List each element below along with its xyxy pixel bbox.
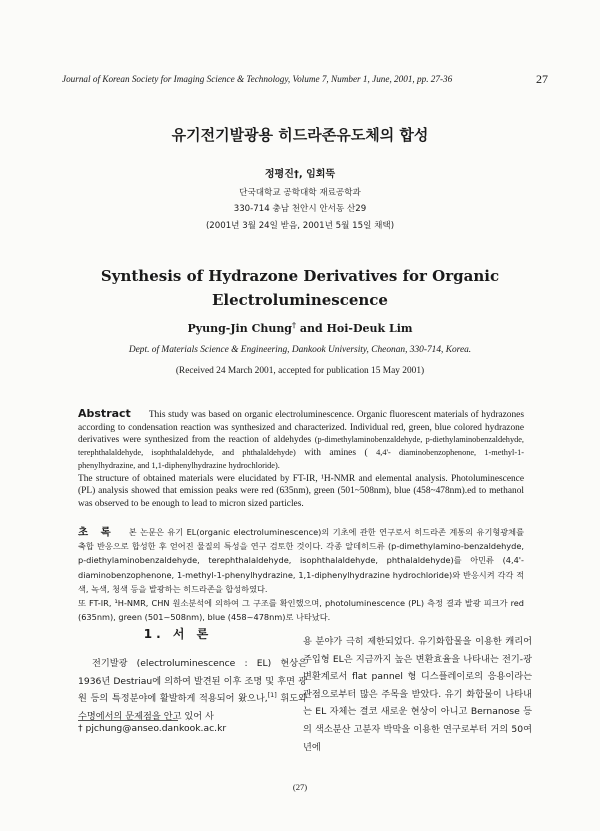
abstract-text-1: This study was based on organic electroluminescence. Organic fluorescent materials of hydrazones according to condensation reaction was synthesized and characterized. Individual red, green, blue colored hydrazone derivatives were synthesized from the reaction of aldehydes [78,410,524,446]
intro-text-b: 휘도와 수명에서의 문제점을 안고 있어 사 [78,693,308,722]
abstract-text-2: The structure of obtained materials were elucidated by FT-IR, ¹H-NMR and elemental analysis. Photoluminescence (PL) analysis showed that emission peaks were red (635nm), green (501~508nm), blue (458~478nm).ed to methanol was observed to be enough to lead to micron sized particles. [78,473,524,509]
english-abstract [78,408,524,511]
body-left-column [78,655,307,725]
body-right-column [303,633,532,756]
journal-header [62,74,548,84]
korean-abstract-label: 초 록 [78,526,115,538]
korean-abstract [78,525,524,624]
reference-1: [1] [267,691,277,700]
header-page-number: 27 [536,72,548,86]
english-authors [0,322,600,335]
received-dates: (Received 24 March 2001, accepted for publication 15 May 2001) [175,366,425,376]
korean-abstract-text-2: 또 FT-IR, ¹H-NMR, CHN 원소분석에 의하여 그 구조를 확인했으며, photoluminescence (PL) 측정 결과 발광 피크가 red (635nm), green (501~508nm), blue (458~478nm)로 나타났다. [78,598,524,623]
english-affiliation: Dept. of Materials Science & Engineering, Dankook University, Cheonan, 330-714, Korea. [128,345,472,355]
korean-affiliation-2: 330-714 충남 천안시 안서동 산29 [233,204,367,214]
abstract-amines: 4,4'- diaminobenzophenone, 1-methyl-1-phenylhydrazine, and 1,1-diphenylhydrazine hydrochloride). [78,448,524,470]
page-footer-number: (27) [292,782,308,792]
english-title-line-1: Synthesis of Hydrazone Derivatives for Organic [100,267,500,285]
footnote-rule [78,720,178,721]
korean-abstract-text-1: 본 논문은 유기 EL(organic electroluminescence)의 기초에 관한 연구로서 히드라존 계통의 유기형광체를 축합 반응으로 합성한 후 얻어진 물질의 특성을 연구 검토한 것이다. 각종 알데히드류 (p-dimethylamino-benzaldehyde, p-diethylaminobenzaldehyde, terephthalaldehyde, isophthalaldehyde, phthalaldehyde)를 아민류 (4,4'-diaminobenzophenone, 1-methyl-1-phenylhydrazine, 1,1-diphenylhydrazine hydrochloride)와 반응시켜 각각 적색, 녹색, 청색 등을 발광하는 히드라존을 합성하였다. [78,527,524,594]
corresponding-email: † pjchung@anseo.dankook.ac.kr [78,723,227,734]
author-lim: and Hoi-Deuk Lim [296,322,413,335]
intro-continued: 용 분야가 극히 제한되었다. 유기화합물을 이용한 캐리어 주입형 EL은 지금까지 높은 변환효율을 나타내는 전기-광변환계로서 flat pannel 형 디스플레이로의 응용이라는 관점으로부터 많은 주목을 받았다. 유기 화합물이 나타내는 EL 자체는 결코 새로운 현상이 아니고 Bernanose 등의 색소분산 고분자 박막을 이용한 연구로부터 거의 50여년에 [303,636,532,753]
intro-paragraph [78,655,307,725]
abstract-label: Abstract [78,407,131,420]
korean-authors: 정평진†, 임회뚝 [264,169,336,180]
section-heading-introduction: 1. 서 론 [143,627,213,641]
journal-citation: Journal of Korean Society for Imaging Science & Technology, Volume 7, Number 1, June, 2001, pp. 27-36 [62,74,453,84]
intro-text-a: 전기발광 (electroluminescence : EL) 현상은 1936년 Destriau에 의하여 발견된 이후 조명 및 후면 광원 등의 특정분야에 활발하게 적용되어 왔으나, [78,658,307,705]
korean-dates: (2001년 3월 24일 받음, 2001년 5월 15일 채택) [205,221,395,231]
english-title-line-2: Electroluminescence [212,291,388,309]
korean-title: 유기전기발광용 히드라존유도체의 합성 [171,126,429,144]
abstract-aldehydes: (p-dimethylaminobenzaldehyde, p-diethylaminobenzaldehyde, terephthalaldehyde, isophthalaldehyde, and phthalaldehyde) [78,435,524,458]
abstract-with-amines: with amines ( [295,448,377,459]
corresponding-author-mark: † [292,320,297,330]
author-chung: Pyung-Jin Chung [187,322,293,335]
korean-affiliation-1: 단국대학교 공학대학 재료공학과 [239,188,361,198]
